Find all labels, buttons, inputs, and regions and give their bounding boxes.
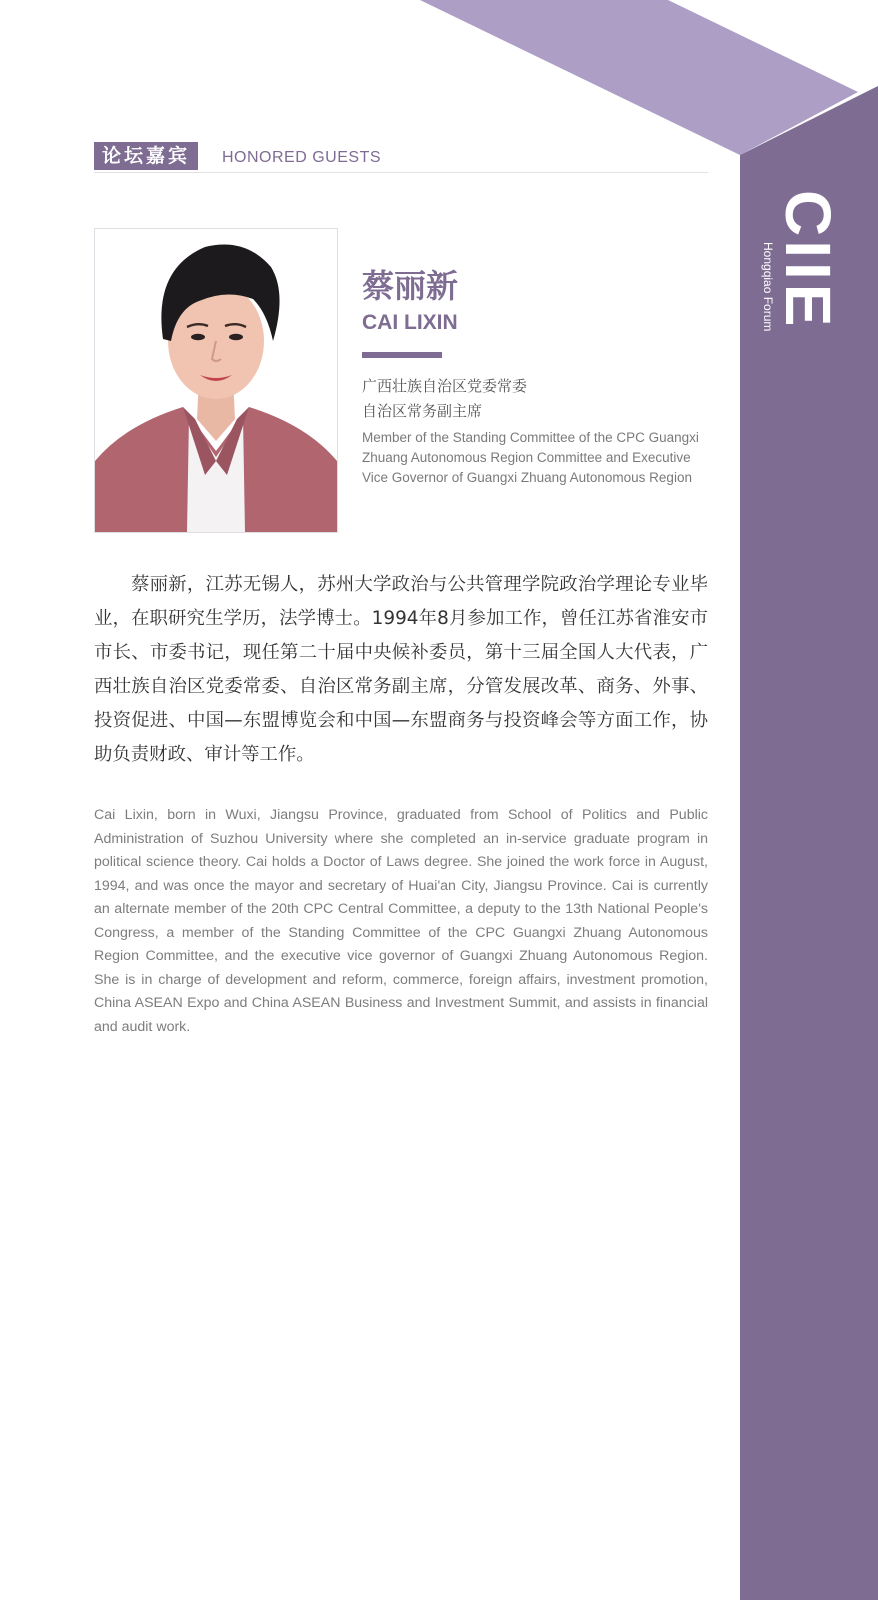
guest-name-en: CAI LIXIN	[362, 311, 458, 334]
guest-title-zh	[362, 374, 702, 424]
section-header	[94, 142, 708, 173]
ciie-logo-text: CIIE	[772, 190, 844, 331]
guest-bio-zh: 蔡丽新，江苏无锡人，苏州大学政治与公共管理学院政治学理论专业毕业，在职研究生学历，法学博士。1994年8月参加工作，曾任江苏省淮安市市长、市委书记，现任第二十届中央候补委员，第十三届全国人大代表，广西壮族自治区党委常委、自治区常务副主席，分管发展改革、商务、外事、投资促进、中国—东盟博览会和中国—东盟商务与投资峰会等方面工作，协助负责财政、审计等工作。	[94, 574, 708, 765]
name-underline-bar	[362, 352, 442, 358]
guest-title-zh-line: 自治区常务副主席	[362, 402, 483, 420]
guest-title-en: Member of the Standing Committee of the CPC Guangxi Zhuang Autonomous Region Committee and Executive Vice Governor of Guangxi Zhuang Autonomous Region	[362, 430, 699, 485]
guest-portrait	[94, 228, 338, 533]
section-title-en: HONORED GUESTS	[222, 149, 382, 166]
guest-name-zh: 蔡丽新	[362, 267, 459, 305]
ciie-logo	[760, 190, 844, 350]
guest-title-zh-line: 广西壮族自治区党委常委	[362, 377, 528, 395]
guest-bio-en: Cai Lixin, born in Wuxi, Jiangsu Province, graduated from School of Politics and Public Administration of Suzhou University where she completed an in-service graduate program in political science theory. Cai holds a Doctor of Laws degree. She joined the work force in August, 1994, and was once the mayor and secretary of Huai'an City, Jiangsu Province. Cai is currently an alternate member of the 20th CPC Central Committee, a deputy to the 13th National People's Congress, a member of the Standing Committee of the CPC Guangxi Zhuang Autonomous Region Committee, and the executive vice governor of Guangxi Zhuang Autonomous Region. She is in charge of development and reform, commerce, foreign affairs, investment promotion, China ASEAN Expo and China ASEAN Business and Investment Summit, and assists in financial and audit work.	[94, 807, 708, 1035]
section-tag-zh: 论坛嘉宾	[94, 142, 198, 170]
hongqiao-forum-label: Hongqiao Forum	[761, 242, 775, 332]
